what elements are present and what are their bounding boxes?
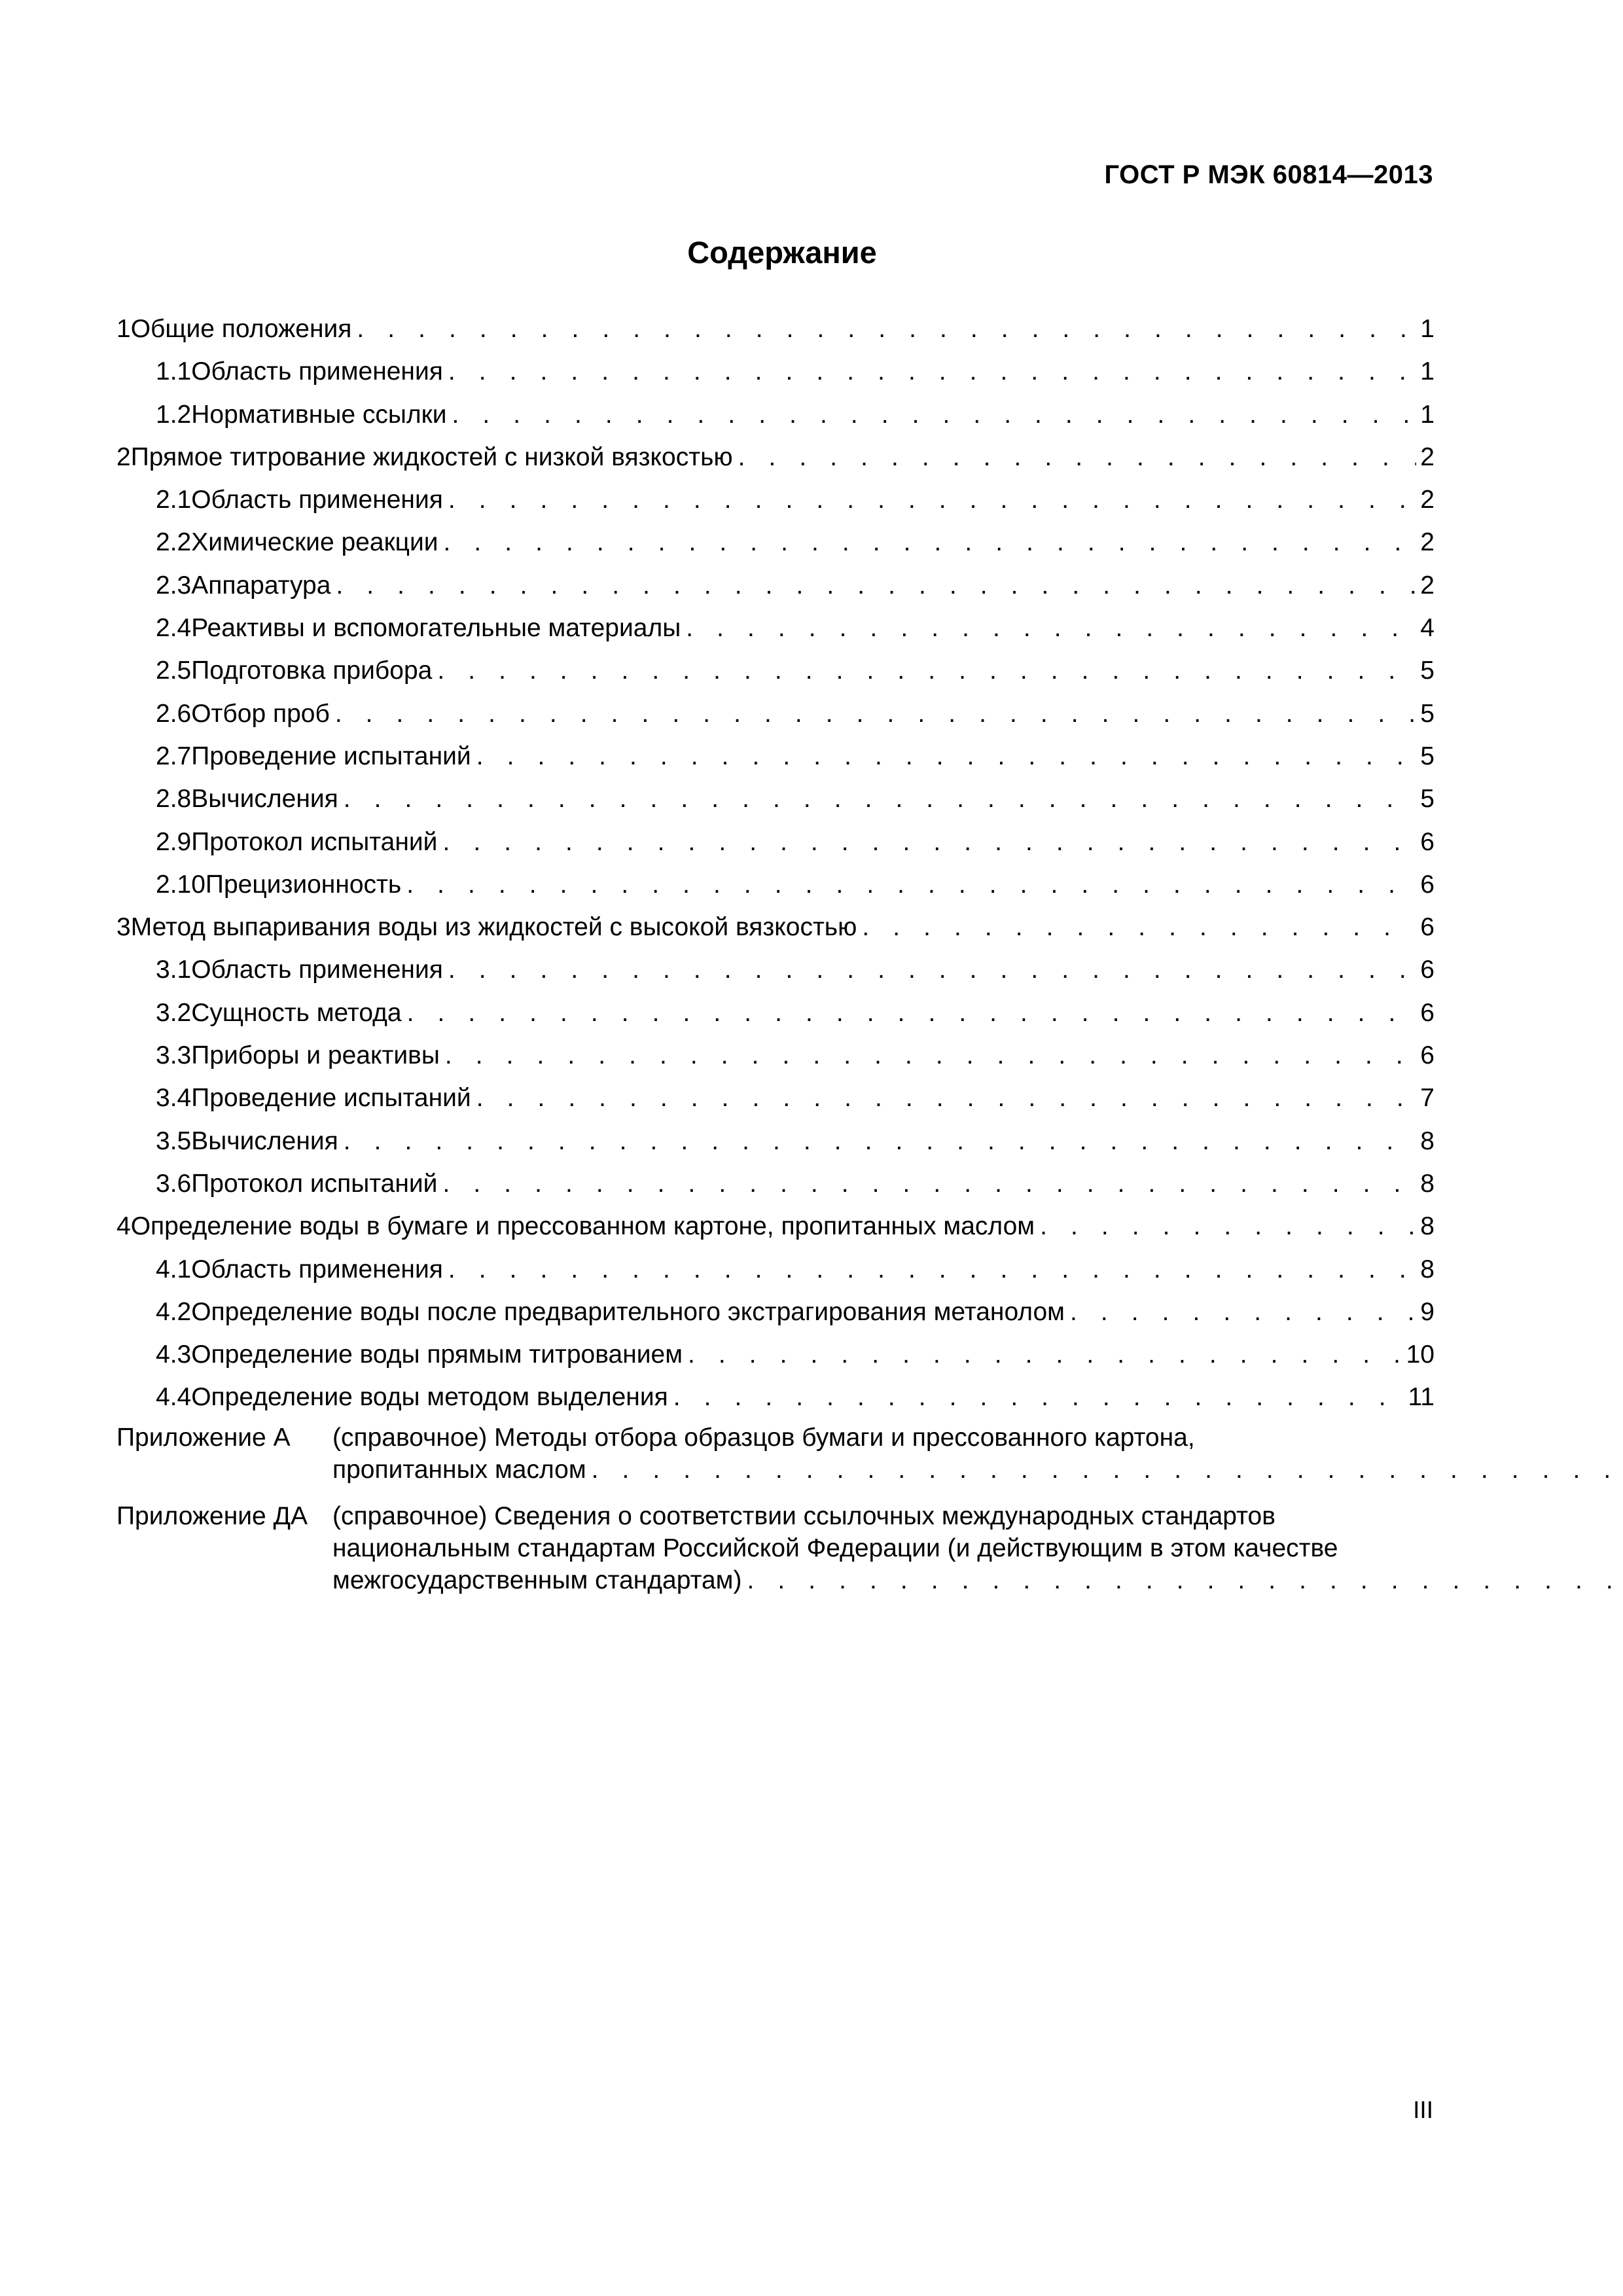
toc-entry-title: Нормативные ссылки	[191, 400, 447, 429]
toc-entry-page: 7	[1420, 1084, 1435, 1113]
toc-entry-page: 2	[1420, 486, 1435, 514]
dot-leader	[476, 1077, 1417, 1119]
toc-entry-title: Отбор проб	[191, 699, 330, 728]
dot-leader	[437, 649, 1416, 692]
toc-entry[interactable]	[116, 649, 1435, 692]
toc-entry[interactable]	[116, 308, 1435, 350]
toc-entry-number: 3	[116, 913, 131, 942]
toc-entry[interactable]	[116, 1077, 1435, 1119]
toc-entry-page: 8	[1420, 1126, 1435, 1155]
dot-leader	[476, 735, 1417, 778]
dot-leader	[406, 863, 1416, 906]
toc-entry-page: 2	[1420, 571, 1435, 600]
toc-entry-title: Область применения	[191, 486, 443, 514]
dot-leader	[688, 1333, 1402, 1376]
toc-entry[interactable]	[116, 863, 1435, 906]
toc-entry-page: 5	[1420, 742, 1435, 770]
toc-entry-page: 6	[1420, 913, 1435, 942]
toc-entry-number: 2.6	[156, 699, 192, 728]
toc-entry[interactable]	[116, 692, 1435, 735]
appendix-title-line: пропитанных маслом	[332, 1455, 586, 1484]
toc-entry[interactable]	[116, 436, 1435, 478]
toc-entry[interactable]	[116, 1291, 1435, 1333]
appendix-last-line	[332, 1564, 1623, 1596]
toc-entry[interactable]	[116, 393, 1435, 436]
toc-entry-title: Определение воды в бумаге и прессованном картоне, пропитанных маслом	[130, 1212, 1035, 1241]
toc-entry-number: 2.9	[156, 827, 192, 856]
toc-entry-page: 1	[1420, 400, 1435, 429]
toc-entry[interactable]	[116, 821, 1435, 863]
toc-entry[interactable]	[116, 735, 1435, 778]
dot-leader	[673, 1376, 1404, 1418]
toc-entry-title: Область применения	[191, 956, 443, 984]
dot-leader	[862, 906, 1416, 948]
toc-entry-page: 11	[1408, 1383, 1435, 1412]
toc-entry[interactable]	[116, 1205, 1435, 1247]
toc-title: Содержание	[687, 235, 877, 270]
toc-entry-number: 2.4	[156, 614, 192, 643]
toc-entry-page: 6	[1420, 1041, 1435, 1070]
toc-entry-number: 2.5	[156, 656, 192, 685]
toc-entry-title: Прецизионность	[205, 870, 402, 899]
dot-leader	[448, 1248, 1416, 1291]
appendix-label: Приложение А	[116, 1423, 291, 1452]
toc-entry-page: 8	[1420, 1169, 1435, 1198]
toc-entry-number: 4	[116, 1212, 131, 1241]
dot-leader	[335, 692, 1416, 735]
toc-entry[interactable]	[116, 778, 1435, 820]
toc-entry-number: 1.2	[156, 400, 192, 429]
toc-entry-title: Определение воды прямым титрованием	[191, 1340, 683, 1369]
toc-entry-number: 3.5	[156, 1126, 192, 1155]
toc-entry-number: 2.10	[156, 870, 205, 899]
toc-entry-title: Реактивы и вспомогательные материалы	[191, 614, 681, 643]
dot-leader	[686, 607, 1416, 649]
dot-leader	[407, 992, 1417, 1034]
toc-entry-page: 1	[1420, 357, 1435, 386]
toc-entry-number: 2.2	[156, 528, 192, 557]
toc-entry-page: 9	[1420, 1297, 1435, 1326]
dot-leader	[452, 393, 1417, 436]
toc-entry-title: Область применения	[191, 357, 443, 386]
toc-entry[interactable]	[116, 1376, 1435, 1418]
toc-entry-title: Протокол испытаний	[191, 1169, 438, 1198]
toc-entry-title: Вычисления	[191, 1126, 338, 1155]
document-id-header: ГОСТ Р МЭК 60814—2013	[1104, 160, 1433, 189]
toc-entry-page: 8	[1420, 1255, 1435, 1283]
toc-entry-title: Протокол испытаний	[191, 827, 438, 856]
toc-entry-title: Определение воды после предварительного экстрагирования метанолом	[191, 1297, 1065, 1326]
toc-entry-page: 10	[1406, 1340, 1435, 1369]
dot-leader	[738, 436, 1417, 478]
toc-entry-number: 2.8	[156, 785, 192, 814]
toc-entry-title: Подготовка прибора	[191, 656, 433, 685]
toc-entry-number: 1	[116, 315, 131, 343]
toc-appendix[interactable]	[116, 1422, 1435, 1486]
toc-entry-title: Химические реакции	[191, 528, 438, 557]
dot-leader	[357, 308, 1416, 350]
toc-entry-title: Общие положения	[130, 315, 352, 343]
toc-entry-number: 2.7	[156, 742, 192, 770]
toc-entry-page: 5	[1420, 699, 1435, 728]
toc-entry-number: 3.2	[156, 998, 192, 1027]
table-of-contents	[116, 308, 1435, 1596]
appendix-title-line: (справочное) Сведения о соответствии ссылочных международных стандартов	[332, 1501, 1275, 1530]
toc-entry-number: 4.1	[156, 1255, 192, 1283]
toc-entry-page: 2	[1420, 528, 1435, 557]
toc-entry-title: Проведение испытаний	[191, 1084, 471, 1113]
dot-leader	[448, 948, 1416, 991]
dot-leader	[1070, 1291, 1416, 1333]
toc-entry[interactable]	[116, 1120, 1435, 1162]
toc-entry-page: 1	[1420, 315, 1435, 343]
toc-entry[interactable]	[116, 1333, 1435, 1376]
dot-leader	[344, 778, 1417, 820]
toc-entry[interactable]	[116, 948, 1435, 991]
toc-entry-title: Аппаратура	[191, 571, 331, 600]
toc-entry-number: 2.1	[156, 486, 192, 514]
toc-entry[interactable]	[116, 1034, 1435, 1077]
toc-entry-number: 2.3	[156, 571, 192, 600]
toc-entry-title: Приборы и реактивы	[191, 1041, 440, 1070]
dot-leader	[444, 521, 1417, 564]
toc-entry-title: Сущность метода	[191, 998, 402, 1027]
appendix-label: Приложение ДА	[116, 1501, 308, 1530]
toc-entry-number: 3.6	[156, 1169, 192, 1198]
appendix-body	[332, 1500, 1623, 1596]
dot-leader	[448, 350, 1416, 393]
toc-entry-page: 5	[1420, 656, 1435, 685]
toc-entry-number: 3.4	[156, 1084, 192, 1113]
toc-entry-page: 4	[1420, 614, 1435, 643]
appendix-title-line: национальным стандартам Российской Федерации (и действующим в этом качестве	[332, 1534, 1338, 1562]
appendix-spacer	[116, 1486, 1435, 1498]
toc-entry-page: 6	[1420, 956, 1435, 984]
toc-entry-page: 8	[1420, 1212, 1435, 1241]
toc-entry-number: 2	[116, 442, 131, 471]
dot-leader	[1040, 1205, 1416, 1247]
toc-entry-page: 5	[1420, 785, 1435, 814]
dot-leader	[448, 478, 1416, 521]
toc-appendices	[116, 1422, 1435, 1596]
toc-entry-title: Вычисления	[191, 785, 338, 814]
page-number: III	[1413, 2096, 1433, 2123]
toc-entry[interactable]	[116, 992, 1435, 1034]
appendix-last-line	[332, 1454, 1623, 1486]
toc-entry[interactable]	[116, 607, 1435, 649]
toc-entry[interactable]	[116, 906, 1435, 948]
toc-entry-number: 4.2	[156, 1297, 192, 1326]
toc-entry-number: 3.1	[156, 956, 192, 984]
dot-leader	[336, 564, 1416, 607]
dot-leader	[442, 1162, 1416, 1205]
appendix-title-line: (справочное) Методы отбора образцов бумаги и прессованного картона,	[332, 1423, 1195, 1452]
toc-entry[interactable]	[116, 1248, 1435, 1291]
toc-entries	[116, 308, 1435, 1419]
toc-entry-page: 6	[1420, 827, 1435, 856]
dot-leader	[344, 1120, 1417, 1162]
toc-entry-number: 3.3	[156, 1041, 192, 1070]
toc-entry-title: Прямое титрование жидкостей с низкой вязкостью	[130, 442, 733, 471]
toc-entry-page: 2	[1420, 442, 1435, 471]
toc-entry-number: 1.1	[156, 357, 192, 386]
appendix-title-line: межгосударственным стандартам)	[332, 1566, 742, 1594]
toc-entry-title: Определение воды методом выделения	[191, 1383, 668, 1412]
toc-entry-number: 4.3	[156, 1340, 192, 1369]
dot-leader	[445, 1034, 1416, 1077]
toc-entry[interactable]	[116, 564, 1435, 607]
toc-entry[interactable]	[116, 521, 1435, 564]
toc-entry-page: 6	[1420, 870, 1435, 899]
toc-entry-title: Метод выпаривания воды из жидкостей с высокой вязкостью	[130, 913, 857, 942]
toc-entry-number: 4.4	[156, 1383, 192, 1412]
dot-leader	[592, 1454, 1623, 1486]
toc-appendix[interactable]	[116, 1500, 1435, 1596]
dot-leader	[442, 821, 1416, 863]
toc-entry-title: Область применения	[191, 1255, 443, 1283]
toc-entry[interactable]	[116, 478, 1435, 521]
toc-entry-page: 6	[1420, 998, 1435, 1027]
toc-entry-title: Проведение испытаний	[191, 742, 471, 770]
toc-entry[interactable]	[116, 1162, 1435, 1205]
toc-entry[interactable]	[116, 350, 1435, 393]
dot-leader	[747, 1564, 1623, 1596]
appendix-body	[332, 1422, 1623, 1486]
